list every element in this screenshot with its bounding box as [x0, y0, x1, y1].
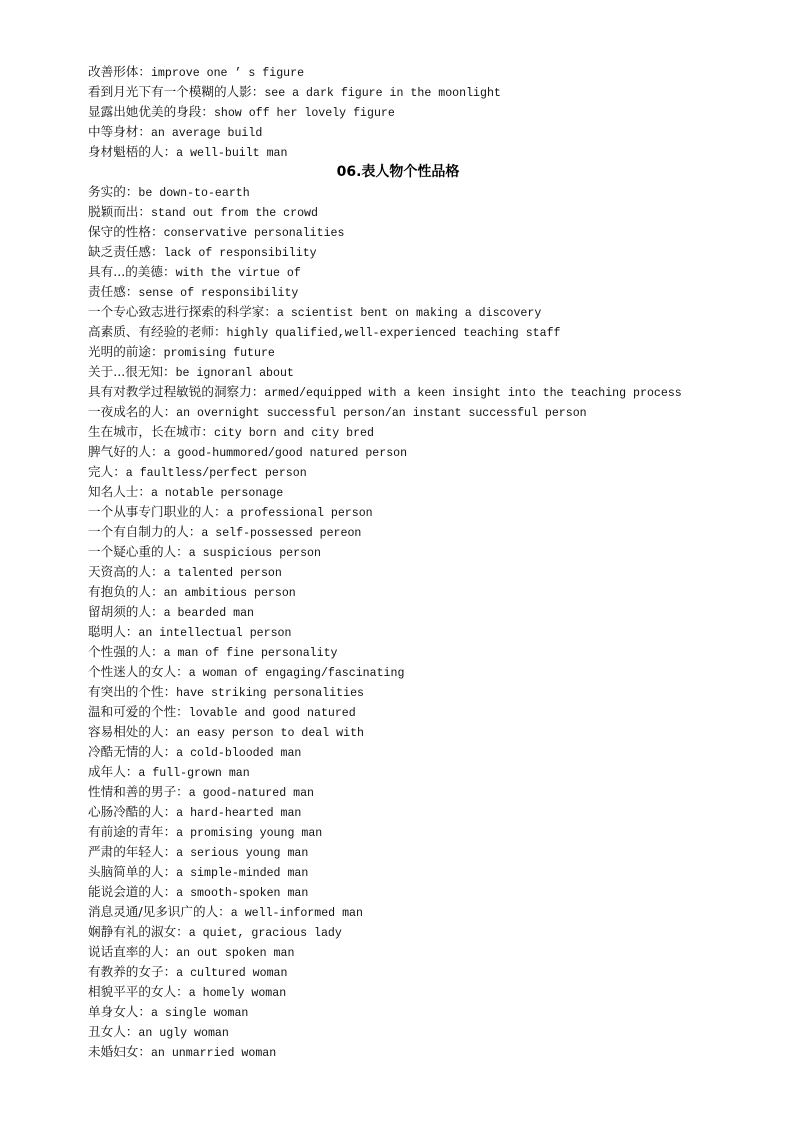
list-item — [88, 142, 728, 162]
list-item — [88, 362, 728, 382]
english-translation: an average build — [150, 127, 263, 140]
chinese-term: 未婚妇女： — [88, 1044, 151, 1059]
chinese-term: 高素质、有经验的老师： — [88, 324, 227, 339]
list-item — [88, 442, 728, 462]
list-item — [88, 382, 728, 402]
english-translation: a bearded man — [163, 607, 255, 620]
list-item — [88, 742, 728, 762]
english-translation: a promising young man — [176, 827, 323, 840]
english-translation: lovable and good natured — [188, 707, 356, 720]
chinese-term: 一个从事专门职业的人： — [88, 504, 227, 519]
english-translation: a homely woman — [188, 987, 287, 1000]
english-translation: highly qualified,well-experienced teaching staff — [226, 327, 561, 340]
list-item — [88, 422, 728, 442]
english-translation: conservative personalities — [163, 227, 345, 240]
list-item — [88, 302, 728, 322]
list-item — [88, 662, 728, 682]
chinese-term: 具有对教学过程敏锐的洞察力： — [88, 384, 265, 399]
list-item — [88, 62, 728, 82]
chinese-term: 一夜成名的人： — [88, 404, 177, 419]
chinese-term: 关于...很无知： — [88, 364, 176, 379]
chinese-term: 丑女人： — [88, 1024, 139, 1039]
english-translation: an overnight successful person/an instant successful person — [176, 407, 587, 420]
chinese-term: 容易相处的人： — [88, 724, 177, 739]
chinese-term: 有前途的青年： — [88, 824, 177, 839]
list-item — [88, 1042, 728, 1062]
list-item — [88, 702, 728, 722]
chinese-term: 看到月光下有一个模糊的人影： — [88, 84, 265, 99]
list-item — [88, 522, 728, 542]
english-translation: a scientist bent on making a discovery — [276, 307, 542, 320]
english-translation: a good-hummored/good natured person — [163, 447, 408, 460]
english-translation: promising future — [163, 347, 275, 360]
chinese-term: 中等身材： — [88, 124, 151, 139]
english-translation: a good-natured man — [188, 787, 314, 800]
english-translation: a woman of engaging/fascinating — [188, 667, 405, 680]
chinese-term: 天资高的人： — [88, 564, 164, 579]
list-item — [88, 842, 728, 862]
english-translation: a serious young man — [176, 847, 309, 860]
chinese-term: 能说会道的人： — [88, 884, 177, 899]
list-item — [88, 582, 728, 602]
english-translation: a professional person — [226, 507, 373, 520]
english-translation: lack of responsibility — [163, 247, 317, 260]
english-translation: a quiet, gracious lady — [188, 927, 342, 940]
list-item — [88, 342, 728, 362]
chinese-term: 说话直率的人： — [88, 944, 177, 959]
list-item — [88, 782, 728, 802]
chinese-term: 完人： — [88, 464, 126, 479]
list-item — [88, 762, 728, 782]
english-translation: a cold-blooded man — [176, 747, 302, 760]
list-item — [88, 102, 728, 122]
english-translation: a smooth-spoken man — [176, 887, 309, 900]
list-item — [88, 262, 728, 282]
list-item — [88, 222, 728, 242]
english-translation: city born and city bred — [213, 427, 374, 440]
list-item — [88, 1002, 728, 1022]
chinese-term: 一个专心致志进行探索的科学家： — [88, 304, 277, 319]
list-item — [88, 822, 728, 842]
list-item — [88, 402, 728, 422]
english-translation: improve one ’ s figure — [150, 67, 305, 80]
english-translation: an unmarried woman — [150, 1047, 277, 1060]
chinese-term: 聪明人： — [88, 624, 139, 639]
english-translation: show off her lovely figure — [213, 107, 395, 120]
chinese-term: 知名人士： — [88, 484, 151, 499]
chinese-term: 务实的： — [88, 184, 139, 199]
chinese-term: 脾气好的人： — [88, 444, 164, 459]
chinese-term: 改善形体： — [88, 64, 151, 79]
list-item — [88, 882, 728, 902]
english-translation: with the virtue of — [175, 267, 301, 280]
english-translation: a full-grown man — [138, 767, 250, 780]
list-item — [88, 982, 728, 1002]
english-translation: armed/equipped with a keen insight into the teaching process — [264, 387, 682, 400]
chinese-term: 个性迷人的女人： — [88, 664, 189, 679]
english-translation: a hard-hearted man — [176, 807, 302, 820]
list-item — [88, 322, 728, 342]
english-translation: stand out from the crowd — [150, 207, 318, 220]
list-item — [88, 942, 728, 962]
list-item — [88, 502, 728, 522]
list-item — [88, 722, 728, 742]
english-translation: a notable personage — [150, 487, 284, 500]
chinese-term: 性情和善的男子： — [88, 784, 189, 799]
list-item — [88, 1022, 728, 1042]
english-translation: a man of fine personality — [163, 647, 338, 660]
list-item — [88, 462, 728, 482]
english-translation: a self-possessed pereon — [201, 527, 362, 540]
list-item — [88, 542, 728, 562]
english-translation: an out spoken man — [176, 947, 295, 960]
english-translation: an easy person to deal with — [176, 727, 365, 740]
list-item — [88, 202, 728, 222]
english-translation: a suspicious person — [188, 547, 321, 560]
english-translation: have striking personalities — [176, 687, 365, 700]
intro-list — [88, 62, 728, 162]
list-item — [88, 682, 728, 702]
list-item — [88, 862, 728, 882]
english-translation: a simple-minded man — [176, 867, 309, 880]
chinese-term: 责任感： — [88, 284, 139, 299]
chinese-term: 有突出的个性： — [88, 684, 177, 699]
list-item — [88, 802, 728, 822]
english-translation: a cultured woman — [176, 967, 288, 980]
list-item — [88, 642, 728, 662]
list-item — [88, 562, 728, 582]
chinese-term: 保守的性格： — [88, 224, 164, 239]
list-item — [88, 82, 728, 102]
chinese-term: 一个有自制力的人： — [88, 524, 202, 539]
list-item — [88, 902, 728, 922]
english-translation: see a dark figure in the moonlight — [264, 87, 501, 100]
chinese-term: 相貌平平的女人： — [88, 984, 189, 999]
chinese-term: 显露出她优美的身段： — [88, 104, 214, 119]
list-item — [88, 122, 728, 142]
chinese-term: 单身女人： — [88, 1004, 151, 1019]
list-item — [88, 602, 728, 622]
chinese-term: 头脑简单的人： — [88, 864, 177, 879]
english-translation: a faultless/perfect person — [125, 467, 307, 480]
entry-list — [88, 182, 728, 1062]
chinese-term: 成年人： — [88, 764, 139, 779]
chinese-term: 个性强的人： — [88, 644, 164, 659]
list-item — [88, 282, 728, 302]
english-translation: a well-built man — [176, 147, 288, 160]
english-translation: an ambitious person — [163, 587, 296, 600]
english-translation: a talented person — [163, 567, 282, 580]
chinese-term: 消息灵通/见多识广的人： — [88, 904, 231, 919]
list-item — [88, 482, 728, 502]
list-item — [88, 182, 728, 202]
english-translation: a well-informed man — [230, 907, 363, 920]
chinese-term: 脱颖而出： — [88, 204, 151, 219]
english-translation: an intellectual person — [138, 627, 292, 640]
chinese-term: 有教养的女子： — [88, 964, 177, 979]
section-heading: 06.表人物个性品格 — [336, 164, 460, 180]
chinese-term: 冷酷无情的人： — [88, 744, 177, 759]
chinese-term: 身材魁梧的人： — [88, 144, 177, 159]
english-translation: be ignoranl about — [175, 367, 294, 380]
list-item — [88, 922, 728, 942]
english-translation: be down-to-earth — [138, 187, 250, 200]
chinese-term: 留胡须的人： — [88, 604, 164, 619]
chinese-term: 光明的前途： — [88, 344, 164, 359]
list-item — [88, 622, 728, 642]
english-translation: a single woman — [150, 1007, 249, 1020]
chinese-term: 一个疑心重的人： — [88, 544, 189, 559]
english-translation: sense of responsibility — [138, 287, 299, 300]
chinese-term: 心肠冷酷的人： — [88, 804, 177, 819]
chinese-term: 生在城市，长在城市： — [88, 424, 214, 439]
chinese-term: 温和可爱的个性： — [88, 704, 189, 719]
list-item — [88, 242, 728, 262]
chinese-term: 缺乏责任感： — [88, 244, 164, 259]
chinese-term: 娴静有礼的淑女： — [88, 924, 189, 939]
english-translation: an ugly woman — [138, 1027, 229, 1040]
document-page — [88, 62, 728, 1062]
chinese-term: 有抱负的人： — [88, 584, 164, 599]
chinese-term: 具有...的美德： — [88, 264, 176, 279]
list-item — [88, 962, 728, 982]
chinese-term: 严肃的年轻人： — [88, 844, 177, 859]
